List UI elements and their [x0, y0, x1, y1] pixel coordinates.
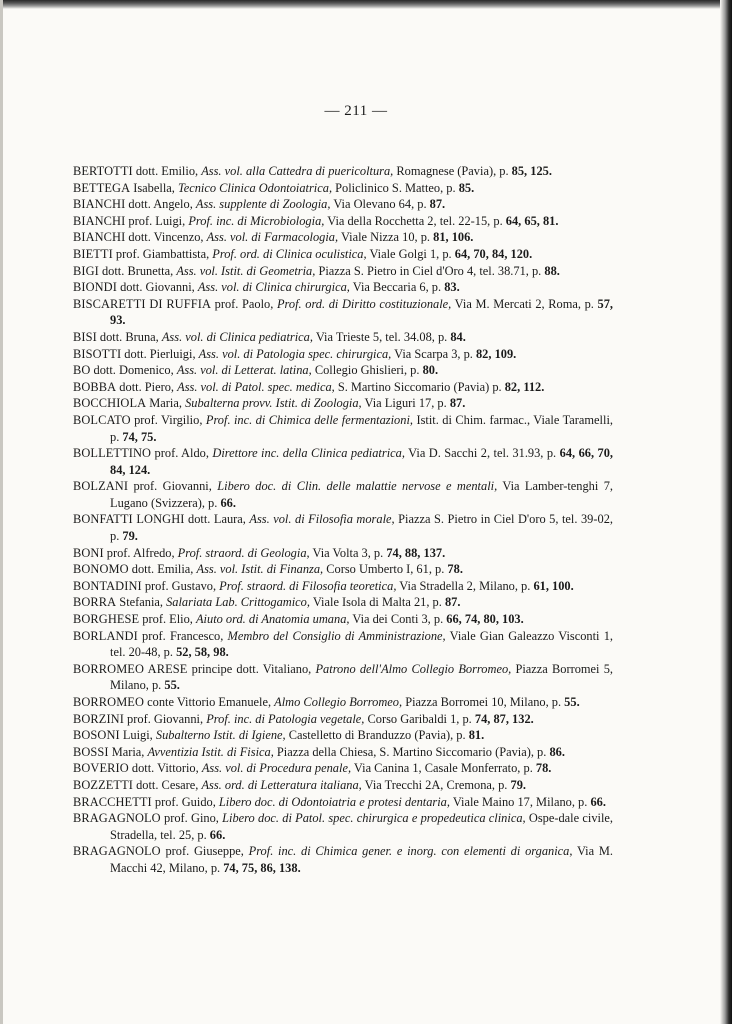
entry-name: BORROMEO ARESE — [73, 661, 188, 676]
directory-entry — [73, 213, 613, 230]
entry-pages: 78. — [447, 562, 463, 577]
directory-entry — [73, 263, 613, 280]
entry-address: Via M. Mercati 2, Roma, p. — [451, 296, 598, 311]
directory-entry — [73, 628, 613, 661]
entry-role: Salariata Lab. Crittogamico, — [166, 595, 310, 610]
directory-entry — [73, 346, 613, 363]
entry-name: BERTOTTI — [73, 164, 133, 178]
entry-address: Corso Umberto I, 61, p. — [323, 562, 448, 577]
entry-address: Via Scarpa 3, p. — [391, 346, 476, 361]
entry-role: Ass. vol. Istit. di Finanza, — [196, 562, 324, 577]
directory-entry — [73, 611, 613, 628]
entry-role: Ass. ord. di Letteratura italiana, — [201, 777, 362, 792]
entry-role: Avventizia Istit. di Fisica, — [147, 744, 274, 759]
entry-pages: 78. — [535, 761, 552, 776]
entry-address: Via Olevano 64, p. — [330, 197, 430, 212]
entry-title: conte Vittorio Emanuele, — [144, 695, 275, 709]
directory-entries — [73, 163, 613, 877]
entry-role: Ass. vol. di Farmacologia, — [206, 230, 339, 245]
entry-address: Piazza S. Pietro in Ciel d'Oro 4, tel. 38.71, p. — [315, 263, 545, 278]
entry-address: Piazza Borromei 5, Milano, p. — [110, 661, 613, 693]
directory-entry — [73, 794, 613, 811]
entry-pages: 64, 66, 70, 84, 124. — [110, 446, 613, 477]
entry-role: Direttore inc. della Clinica pediatrica, — [212, 446, 405, 461]
entry-title: prof. Giovanni, — [123, 711, 207, 726]
entry-role: Libero doc. di Odontoiatria e protesi dentaria, — [218, 794, 450, 809]
entry-name: BOVERIO — [73, 761, 129, 776]
entry-name: BORZINI — [73, 711, 124, 726]
entry-pages: 57, 93. — [110, 296, 614, 328]
entry-name: BIGI — [73, 263, 99, 278]
entry-title: dott. Domenico, — [90, 363, 177, 378]
entry-address: Viale Maino 17, Milano, p. — [449, 794, 591, 809]
entry-address: Istit. di Chim. farmac., Viale Taramelli, p. — [110, 412, 613, 444]
entry-pages: 74, 75, 86, 138. — [223, 860, 301, 875]
directory-entry — [73, 395, 613, 412]
entry-pages: 83. — [444, 280, 460, 295]
directory-entry — [73, 362, 613, 379]
entry-name: BONI — [73, 545, 104, 560]
entry-title: dott. Cesare, — [132, 777, 202, 792]
entry-address: Via Lamber-tenghi 7, Lugano (Svizzera), p. — [110, 479, 614, 510]
entry-name: BRAGAGNOLO — [73, 811, 161, 826]
entry-pages: 81, 106. — [433, 230, 474, 245]
entry-title: dott. Emilia, — [128, 562, 197, 577]
directory-entry — [73, 810, 613, 843]
directory-entry — [73, 760, 613, 777]
entry-role: Prof. inc. di Chimica gener. e inorg. con elementi di organica, — [248, 844, 573, 859]
entry-pages: 61, 100. — [533, 578, 574, 593]
entry-name: BIANCHI — [73, 197, 126, 212]
entry-title: prof. Paolo, — [211, 296, 277, 311]
entry-title: Maria, — [146, 396, 186, 411]
entry-name: BRACCHETTI — [73, 794, 152, 809]
entry-pages: 74, 87, 132. — [474, 711, 534, 726]
scan-right-edge — [720, 0, 732, 1024]
entry-role: Ass. vol. alla Cattedra di puericoltura, — [201, 164, 394, 178]
entry-pages: 74, 75. — [122, 429, 157, 444]
entry-pages: 87. — [429, 197, 446, 212]
entry-address: Collegio Ghislieri, p. — [311, 363, 423, 378]
directory-entry — [73, 511, 613, 544]
entry-role: Membro del Consiglio di Amministrazione, — [227, 628, 446, 643]
entry-pages: 55. — [164, 678, 180, 693]
entry-title: dott. Bruna, — [96, 329, 162, 344]
entry-title: dott. Pierluigi, — [121, 346, 199, 361]
entry-address: Via della Rocchetta 2, tel. 22-15, p. — [324, 213, 506, 228]
scan-left-edge — [0, 0, 3, 1024]
entry-address: Viale Gian Galeazzo Visconti 1, tel. 20-48, p. — [110, 628, 613, 660]
entry-role: Libero doc. di Clin. delle malattie nervose e mentali, — [217, 479, 498, 494]
entry-title: dott. Vincenzo, — [125, 230, 207, 245]
entry-role: Ass. vol. di Patol. spec. medica, — [177, 379, 335, 394]
entry-role: Tecnico Clinica Odontoiatrica, — [177, 180, 333, 195]
directory-entry — [73, 545, 613, 562]
entry-name: BONTADINI — [73, 578, 142, 593]
entry-address: Ospe-dale civile, Stradella, tel. 25, p. — [110, 811, 613, 842]
entry-role: Ass. vol. Istit. di Geometria, — [176, 263, 316, 278]
entry-pages: 79. — [122, 529, 138, 544]
entry-name: BO — [73, 363, 91, 378]
entry-name: BOLLETTINO — [73, 446, 152, 461]
page-number: — 211 — — [324, 103, 388, 119]
entry-name: BISCARETTI DI RUFFIA — [73, 296, 211, 311]
directory-entry — [73, 296, 613, 329]
entry-name: BONFATTI LONGHI — [73, 512, 185, 527]
entry-name: BETTEGA — [73, 180, 131, 195]
entry-address: S. Martino Siccomario (Pavia) p. — [334, 379, 505, 394]
entry-address: Via D. Sacchi 2, tel. 31.93, p. — [404, 446, 560, 461]
entry-name: BISI — [73, 329, 97, 344]
entry-role: Subalterno Istit. di Igiene, — [155, 728, 286, 743]
entry-pages: 87. — [444, 595, 461, 610]
entry-title: dott. Angelo, — [125, 197, 196, 212]
entry-name: BORLANDI — [73, 628, 138, 643]
entry-pages: 80. — [422, 363, 439, 378]
entry-role: Ass. vol. di Patologia spec. chirurgica, — [198, 346, 392, 361]
entry-pages: 52, 58, 98. — [176, 645, 229, 660]
entry-role: Prof. straord. di Geologia, — [177, 545, 310, 560]
entry-name: BIANCHI — [73, 213, 126, 228]
entry-name: BOLCATO — [73, 412, 131, 427]
entry-name: BOSONI — [73, 728, 120, 743]
directory-entry — [73, 744, 613, 761]
entry-title: prof. Giuseppe, — [160, 844, 249, 859]
entry-title: Stefania, — [116, 595, 167, 610]
entry-role: Ass. vol. di Letterat. latina, — [176, 363, 312, 378]
entry-pages: 64, 70, 84, 120. — [454, 246, 533, 261]
directory-entry — [73, 329, 613, 346]
entry-title: Maria, — [108, 744, 148, 759]
entry-title: prof. Gustavo, — [141, 578, 220, 593]
directory-entry — [73, 561, 613, 578]
entry-title: dott. Laura, — [184, 512, 250, 527]
directory-entry — [73, 777, 613, 794]
entry-pages: 66. — [220, 495, 236, 510]
entry-address: Via M. Macchi 42, Milano, p. — [110, 844, 613, 875]
entry-role: Almo Collegio Borromeo, — [274, 695, 403, 709]
entry-title: dott. Emilio, — [132, 164, 202, 178]
entry-title: dott. Piero, — [116, 379, 178, 394]
entry-pages: 85, 125. — [511, 164, 552, 178]
entry-title: prof. Gino, — [160, 811, 223, 826]
entry-pages: 66. — [209, 827, 226, 842]
entry-address: Piazza Borromei 10, Milano, p. — [402, 695, 565, 709]
entry-address: Via Beccaria 6, p. — [349, 280, 445, 295]
directory-entry — [73, 711, 613, 728]
entry-address: Romagnese (Pavia), p. — [393, 164, 512, 178]
entry-name: BOBBA — [73, 379, 117, 394]
entry-pages: 81. — [468, 728, 485, 743]
entry-address: Piazza della Chiesa, S. Martino Siccomario (Pavia), p. — [273, 744, 550, 759]
entry-title: dott. Giovanni, — [116, 280, 198, 295]
directory-entry — [73, 694, 613, 711]
entry-role: Ass. vol. di Procedura penale, — [201, 761, 352, 776]
entry-title: prof. Giambattista, — [112, 246, 213, 261]
entry-address: Via Canina 1, Casale Monferrato, p. — [351, 761, 536, 776]
entry-address: Piazza S. Pietro in Ciel D'oro 5, tel. 39-02, p. — [110, 512, 613, 544]
entry-role: Aiuto ord. di Anatomia umana, — [195, 612, 350, 627]
entry-name: BRAGAGNOLO — [73, 844, 161, 859]
directory-entry — [73, 279, 613, 296]
entry-address: Policlinico S. Matteo, p. — [332, 180, 459, 195]
entry-address: Corso Garibaldi 1, p. — [364, 711, 475, 726]
entry-role: Libero doc. di Patol. spec. chirurgica e propedeutica clinica, — [222, 811, 526, 826]
entry-pages: 87. — [449, 396, 466, 411]
entry-title: prof. Francesco, — [137, 628, 228, 643]
entry-pages: 79. — [510, 777, 526, 792]
entry-name: BIETTI — [73, 246, 113, 261]
entry-address: Viale Golgi 1, p. — [366, 246, 455, 261]
entry-name: BOSSI — [73, 744, 109, 759]
directory-entry — [73, 196, 613, 213]
entry-role: Prof. straord. di Filosofia teoretica, — [219, 578, 397, 593]
directory-entry — [73, 180, 613, 197]
entry-pages: 86. — [549, 744, 565, 759]
directory-entry — [73, 379, 613, 396]
entry-pages: 64, 65, 81. — [505, 213, 559, 228]
directory-entry — [73, 843, 613, 876]
entry-name: BIONDI — [73, 280, 117, 295]
entry-title: prof. Giovanni, — [128, 479, 218, 494]
directory-entry — [73, 412, 613, 445]
entry-role: Prof. inc. di Patologia vegetale, — [206, 711, 365, 726]
scan-top-edge — [0, 0, 732, 9]
entry-address: Via dei Conti 3, p. — [349, 612, 447, 627]
entry-name: BORROMEO — [73, 695, 145, 709]
entry-address: Via Trecchi 2A, Cremona, p. — [361, 777, 511, 792]
entry-pages: 82, 112. — [504, 379, 545, 394]
entry-pages: 84. — [450, 329, 466, 344]
directory-entry — [73, 163, 613, 180]
entry-name: BORGHESE — [73, 612, 140, 627]
entry-role: Prof. ord. di Clinica oculistica, — [212, 246, 367, 261]
entry-name: BISOTTI — [73, 346, 122, 361]
entry-role: Patrono dell'Almo Collegio Borromeo, — [315, 661, 512, 676]
entry-role: Subalterna provv. Istit. di Zoologia, — [185, 396, 362, 411]
directory-entry — [73, 246, 613, 263]
entry-role: Ass. vol. di Clinica pediatrica, — [161, 329, 313, 344]
entry-title: prof. Luigi, — [125, 213, 189, 228]
entry-title: Isabella, — [130, 180, 178, 195]
entry-title: dott. Brunetta, — [98, 263, 177, 278]
entry-title: prof. Alfredo, — [103, 545, 178, 560]
entry-address: Via Stradella 2, Milano, p. — [396, 578, 534, 593]
directory-entry — [73, 727, 613, 744]
directory-entry — [73, 478, 613, 511]
entry-address: Via Trieste 5, tel. 34.08, p. — [312, 329, 451, 344]
entry-name: BOCCHIOLA — [73, 396, 147, 411]
entry-title: principe dott. Vitaliano, — [187, 661, 316, 676]
directory-entry — [73, 229, 613, 246]
entry-name: BOLZANI — [73, 479, 129, 494]
entry-address: Via Liguri 17, p. — [361, 396, 450, 411]
entry-title: prof. Aldo, — [151, 446, 213, 461]
entry-name: BORRA — [73, 595, 117, 610]
entry-address: Via Volta 3, p. — [309, 545, 387, 560]
directory-entry — [73, 661, 613, 694]
entry-address: Castelletto di Branduzzo (Pavia), p. — [285, 728, 469, 743]
entry-pages: 85. — [458, 180, 475, 195]
entry-title: dott. Vittorio, — [128, 761, 202, 776]
entry-role: Ass. vol. di Clinica chirurgica, — [197, 280, 350, 295]
entry-pages: 55. — [564, 695, 580, 709]
entry-role: Ass. supplente di Zoologia, — [195, 197, 331, 212]
entry-address: Viale Isola di Malta 21, p. — [309, 595, 445, 610]
entry-role: Prof. inc. di Chimica delle fermentazioni, — [205, 412, 413, 427]
entry-pages: 66, 74, 80, 103. — [446, 612, 524, 627]
entry-title: prof. Guido, — [151, 794, 219, 809]
directory-entry — [73, 594, 613, 611]
entry-title: prof. Virgilio, — [130, 412, 206, 427]
directory-entry — [73, 445, 613, 478]
directory-entry — [73, 578, 613, 595]
entry-role: Prof. ord. di Diritto costituzionale, — [276, 296, 452, 311]
entry-pages: 66. — [590, 794, 606, 809]
entry-pages: 82, 109. — [475, 346, 517, 361]
entry-name: BOZZETTI — [73, 777, 133, 792]
entry-title: prof. Elio, — [139, 612, 196, 627]
entry-address: Viale Nizza 10, p. — [338, 230, 434, 245]
entry-role: Prof. inc. di Microbiologia, — [188, 213, 325, 228]
entry-name: BONOMO — [73, 562, 129, 577]
entry-role: Ass. vol. di Filosofia morale, — [249, 512, 395, 527]
entry-pages: 88. — [544, 263, 560, 278]
entry-title: Luigi, — [119, 728, 156, 743]
entry-name: BIANCHI — [73, 230, 126, 245]
entry-pages: 74, 88, 137. — [386, 545, 446, 560]
